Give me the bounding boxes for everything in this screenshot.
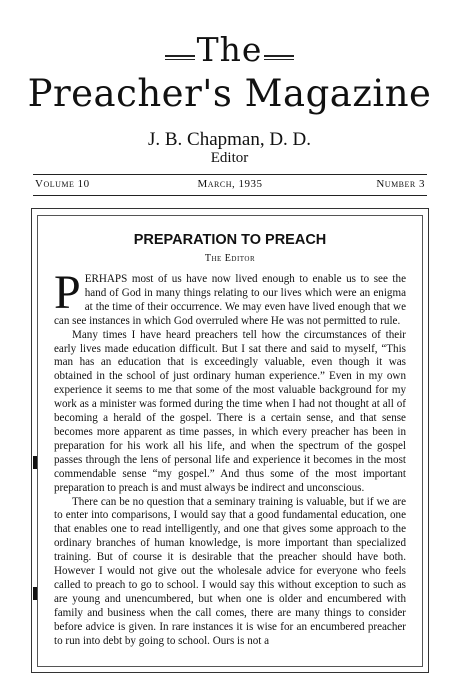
magazine-title: Preacher's Magazine	[27, 72, 432, 115]
article-title: PREPARATION TO PREACH	[133, 232, 327, 248]
issue-volume: Volume 10	[35, 178, 90, 190]
paragraph-1-text: most of us have now lived enough to enable us to see the hand of God in many things relating to our lives which were an enigma at the time of their occurrence. We may even have lived enough that we can see instances in which God overruled where He was not permitted to rule.	[54, 273, 406, 327]
margin-mark	[33, 587, 37, 600]
masthead-the	[0, 30, 459, 69]
drop-cap: P	[54, 266, 81, 319]
decorative-rule-right	[264, 55, 294, 60]
decorative-rule-left	[165, 55, 195, 60]
paragraph-2: Many times I have heard preachers tell how the circumstances of their early lives made education difficult. But I sat there and said to myself, “This man has an education that is exceedingly valuable, even though it was obtained in the school of just ordinary human experience.” Even in my own experience it seems to me that some of the most valuable background for my work as a minister was formed during the time when I had not thought at all of becoming a herald of the gospel. There is a certain sense, and that sense becomes more apparent as time passes, in which every preacher has been in preparation for his work all his life, and when the spectrum of the gospel passes through the lens of personal life and experience it becomes in the most commendable sense “my gospel.” And thus some of the most important preparation to preach is and must always be indirect and unconscious.	[54, 328, 406, 494]
paragraph-3: There can be no question that a seminary training is valuable, but if we are to enter into comparisons, I would say that a good fundamental education, one that enables one to read intelligently, and one that gives some approach to the ordinary branches of human knowledge, is more important than specialized training. But of course it is desirable that the preacher should have both. However I would not give out the wholesale advice for everyone who feels called to preach to go to school. I would say this without exception to such as are young and unencumbered, but when one is older and encumbered with family and business when the call comes, there are many things to consider before advice is given. In rare instances it is wise for an encumbered preacher to run into debt by going to school. Ours is not a	[54, 495, 406, 647]
editor-role: Editor	[210, 150, 249, 166]
issue-number: Number 3	[376, 178, 425, 190]
article-body	[54, 266, 406, 648]
editor-name: J. B. Chapman, D. D.	[147, 129, 312, 150]
article	[54, 232, 406, 648]
article-byline: The Editor	[204, 253, 256, 264]
paragraph-1	[54, 266, 406, 329]
issue-date: March, 1935	[197, 178, 263, 190]
issue-info-bar	[33, 174, 427, 196]
masthead-the-text: The	[196, 30, 263, 69]
margin-mark	[33, 456, 37, 469]
lead-word: ERHAPS	[84, 273, 128, 285]
